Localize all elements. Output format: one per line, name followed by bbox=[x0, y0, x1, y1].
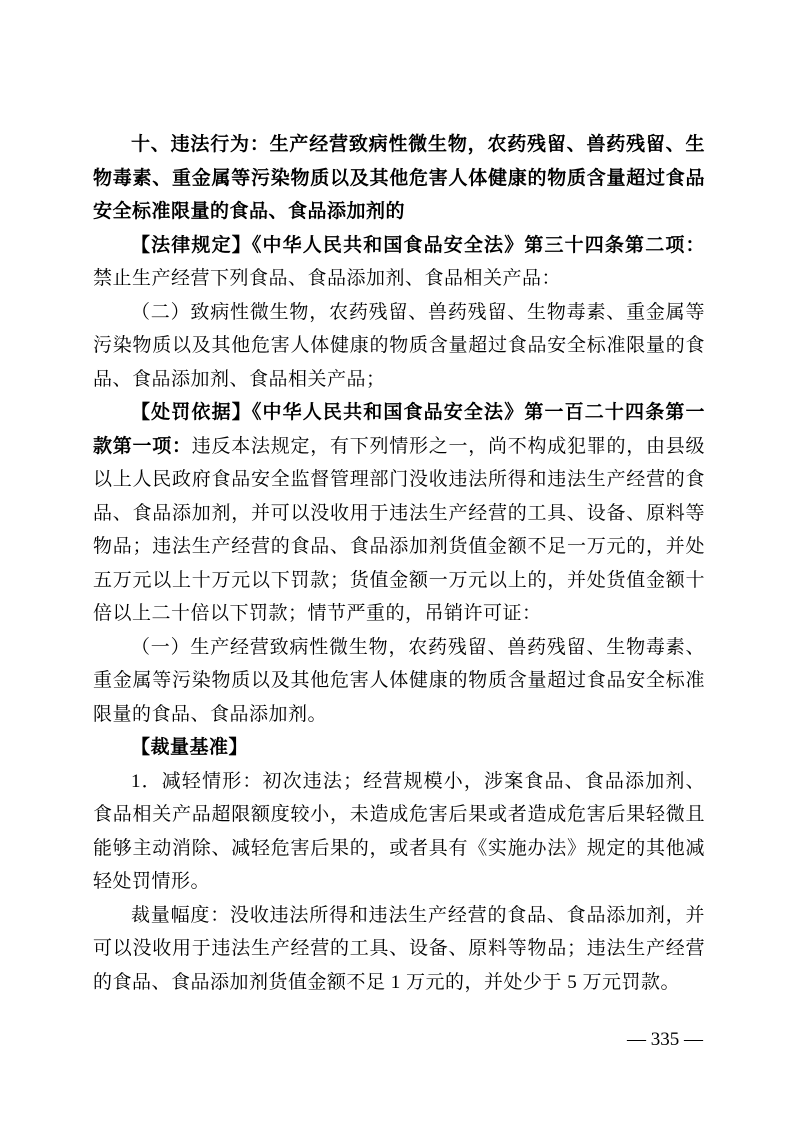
paragraph-item-one bbox=[93, 631, 705, 732]
paragraph-mitigation bbox=[93, 765, 705, 899]
item-two-text: （二）致病性微生物，农药残留、兽药残留、生物毒素、重金属等污染物质以及其他危害人体健康的物质含量超过食品安全标准限量的食品、食品添加剂、食品相关产品； bbox=[93, 301, 705, 390]
penalty-basis-text: 违反本法规定，有下列情形之一，尚不构成犯罪的，由县级以上人民政府食品安全监督管理部门没收违法所得和违法生产经营的食品、食品添加剂，并可以没收用于违法生产经营的工具、设备、原料等物品；违法生产经营的食品、食品添加剂货值金额不足一万元的，并处五万元以上十万元以下罚款；货值金额一万元以上的，并处货值金额十倍以上二十倍以下罚款；情节严重的，吊销许可证： bbox=[93, 435, 705, 624]
legal-basis-text: 禁止生产经营下列食品、食品添加剂、食品相关产品： bbox=[93, 268, 562, 289]
document-content bbox=[93, 128, 705, 999]
penalty-basis-label: 【处罚依据】《中华人民共和国食品安全法》第一百二十四条第一款第一项： bbox=[93, 402, 705, 457]
paragraph-legal-basis bbox=[93, 229, 705, 296]
paragraph-item-two bbox=[93, 296, 705, 397]
mitigation-text: 1．减轻情形：初次违法；经营规模小，涉案食品、食品添加剂、食品相关产品超限额度较小，未造成危害后果或者造成危害后果轻微且能够主动消除、减轻危害后果的，或者具有《实施办法》规定的其他减轻处罚情形。 bbox=[93, 770, 705, 892]
item-one-text: （一）生产经营致病性微生物，农药残留、兽药残留、生物毒素、重金属等污染物质以及其他危害人体健康的物质含量超过食品安全标准限量的食品、食品添加剂。 bbox=[93, 636, 705, 725]
paragraph-discretion-heading bbox=[93, 731, 705, 765]
paragraph-discretion-range bbox=[93, 899, 705, 1000]
legal-basis-label: 【法律规定】《中华人民共和国食品安全法》第三十四条第二项： bbox=[131, 234, 705, 256]
violation-heading: 十、违法行为：生产经营致病性微生物，农药残留、兽药残留、生物毒素、重金属等污染物质以及其他危害人体健康的物质含量超过食品安全标准限量的食品、食品添加剂的 bbox=[93, 134, 705, 222]
discretion-heading-label: 【裁量基准】 bbox=[131, 737, 249, 758]
discretion-range-text: 裁量幅度：没收违法所得和违法生产经营的食品、食品添加剂，并可以没收用于违法生产经营的工具、设备、原料等物品；违法生产经营的食品、食品添加剂货值金额不足 1 万元的，并处少于 5 万元罚款。 bbox=[93, 904, 705, 993]
page-number: — 335 — bbox=[627, 1029, 703, 1050]
paragraph-penalty-basis bbox=[93, 396, 705, 631]
